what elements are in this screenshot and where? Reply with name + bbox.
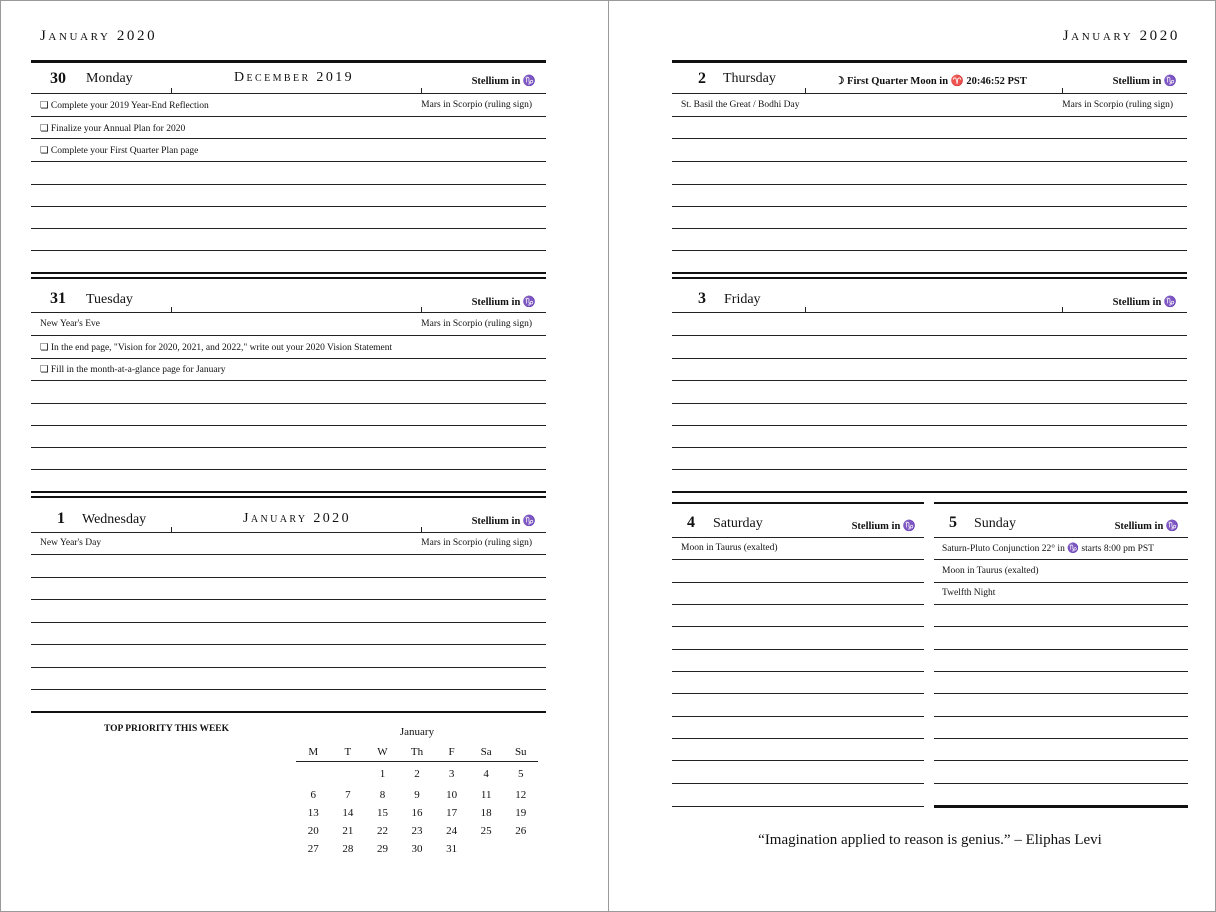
calendar-date[interactable]: 20 xyxy=(307,825,319,837)
calendar-date[interactable]: 22 xyxy=(376,825,388,837)
calendar-date[interactable]: 21 xyxy=(342,825,354,837)
calendar-date[interactable]: 25 xyxy=(480,825,492,837)
day-number: 4 xyxy=(687,514,695,531)
mars-note: Mars in Scorpio (ruling sign) xyxy=(1062,100,1173,110)
top-priority-label: TOP PRIORITY THIS WEEK xyxy=(104,724,230,734)
calendar-date[interactable]: 26 xyxy=(515,825,527,837)
calendar-date[interactable]: 15 xyxy=(376,807,388,819)
month-label: January 2020 xyxy=(243,511,351,526)
day-number: 3 xyxy=(698,290,706,307)
mars-note: Mars in Scorpio (ruling sign) xyxy=(421,100,532,110)
day-name: Wednesday xyxy=(82,512,147,527)
calendar-date[interactable]: 4 xyxy=(483,768,489,780)
task-item[interactable]: ❏ Fill in the month-at-a-glance page for January xyxy=(40,365,226,375)
weekday-label: Su xyxy=(514,746,527,758)
calendar-date[interactable]: 6 xyxy=(310,789,317,801)
day-section-4 xyxy=(672,502,924,808)
calendar-date[interactable]: 31 xyxy=(446,843,458,855)
moon-phase-note: ☽ First Quarter Moon in ♈ 20:46:52 PST xyxy=(835,76,1027,87)
day-name: Saturday xyxy=(713,516,763,531)
calendar-date[interactable]: 2 xyxy=(414,768,420,780)
task-item[interactable]: ❏ Complete your First Quarter Plan page xyxy=(40,146,199,156)
quote: “Imagination applied to reason is genius.” – Eliphas Levi xyxy=(758,832,1102,848)
task-item[interactable]: ❏ Complete your 2019 Year-End Reflection xyxy=(40,101,209,111)
day-section-5 xyxy=(934,502,1188,808)
stellium-note: Stellium in ♑ xyxy=(1114,521,1179,532)
weekday-label: Sa xyxy=(480,746,492,758)
calendar-date[interactable]: 12 xyxy=(515,789,527,801)
weekday-label: W xyxy=(377,746,388,758)
mini-calendar-week xyxy=(296,789,538,801)
day-note: Moon in Taurus (exalted) xyxy=(942,566,1039,576)
day-number: 1 xyxy=(57,510,65,527)
weekday-label: M xyxy=(308,746,319,758)
stellium-note: Stellium in ♑ xyxy=(1112,76,1177,87)
book-spine xyxy=(608,0,609,912)
day-note: Saturn-Pluto Conjunction 22° in ♑ starts 8:00 pm PST xyxy=(942,544,1154,554)
calendar-date[interactable]: 27 xyxy=(307,843,319,855)
mini-calendar-week xyxy=(296,768,538,780)
day-name: Friday xyxy=(724,292,761,307)
calendar-date[interactable] xyxy=(296,768,331,780)
weekday-label: F xyxy=(448,746,455,758)
calendar-date[interactable]: 11 xyxy=(480,789,492,801)
calendar-date[interactable] xyxy=(503,843,538,855)
calendar-date[interactable]: 10 xyxy=(446,789,458,801)
day-section-30 xyxy=(31,60,546,280)
calendar-date[interactable]: 24 xyxy=(446,825,458,837)
stellium-note: Stellium in ♑ xyxy=(471,297,536,308)
day-number: 30 xyxy=(50,70,66,87)
calendar-date[interactable]: 5 xyxy=(518,768,524,780)
calendar-date[interactable]: 19 xyxy=(515,807,527,819)
mini-calendar-week xyxy=(296,825,538,837)
day-number: 5 xyxy=(949,514,957,531)
calendar-date[interactable]: 29 xyxy=(376,843,388,855)
calendar-date[interactable] xyxy=(331,768,366,780)
stellium-note: Stellium in ♑ xyxy=(471,516,536,527)
day-name: Sunday xyxy=(974,516,1016,531)
day-section-31 xyxy=(31,280,546,498)
mini-calendar-week xyxy=(296,843,538,855)
month-label: December 2019 xyxy=(234,70,355,85)
day-note: New Year's Eve xyxy=(40,319,101,329)
calendar-date[interactable]: 13 xyxy=(307,807,319,819)
day-name: Thursday xyxy=(723,71,776,86)
day-section-3 xyxy=(672,280,1187,498)
day-section-2 xyxy=(672,60,1187,280)
day-name: Tuesday xyxy=(86,292,133,307)
mini-calendar xyxy=(296,726,538,855)
day-name: Monday xyxy=(86,71,133,86)
day-note: Twelfth Night xyxy=(942,588,996,598)
calendar-date[interactable]: 3 xyxy=(448,768,455,780)
day-number: 2 xyxy=(698,70,706,87)
stellium-note: Stellium in ♑ xyxy=(1112,297,1177,308)
calendar-date[interactable]: 28 xyxy=(342,843,354,855)
mars-note: Mars in Scorpio (ruling sign) xyxy=(421,319,532,329)
calendar-date[interactable] xyxy=(469,843,504,855)
day-note: New Year's Day xyxy=(40,538,102,548)
calendar-date[interactable]: 30 xyxy=(411,843,423,855)
calendar-date[interactable]: 8 xyxy=(379,789,386,801)
calendar-date[interactable]: 1 xyxy=(379,768,386,780)
calendar-date[interactable]: 18 xyxy=(480,807,492,819)
mars-note: Mars in Scorpio (ruling sign) xyxy=(421,538,532,548)
calendar-date[interactable]: 17 xyxy=(446,807,458,819)
weekday-label: T xyxy=(344,746,352,758)
task-item[interactable]: ❏ Finalize your Annual Plan for 2020 xyxy=(40,124,186,134)
mini-calendar-weekdays xyxy=(296,746,538,762)
calendar-date[interactable]: 14 xyxy=(342,807,354,819)
weekday-label: Th xyxy=(410,746,424,758)
calendar-date[interactable]: 23 xyxy=(411,825,423,837)
left-page-header: January 2020 xyxy=(40,28,158,44)
mini-calendar-week xyxy=(296,807,538,819)
mini-calendar-title: January xyxy=(399,726,435,738)
calendar-date[interactable]: 7 xyxy=(345,789,351,801)
day-section-1 xyxy=(31,498,546,716)
right-page-header: January 2020 xyxy=(1062,28,1180,44)
stellium-note: Stellium in ♑ xyxy=(851,521,916,532)
day-number: 31 xyxy=(50,290,66,307)
calendar-date[interactable]: 16 xyxy=(411,807,423,819)
day-note: Moon in Taurus (exalted) xyxy=(681,543,778,553)
task-item[interactable]: ❏ In the end page, "Vision for 2020, 2021, and 2022," write out your 2020 Vision Statement xyxy=(40,343,393,353)
stellium-note: Stellium in ♑ xyxy=(471,76,536,87)
day-note: St. Basil the Great / Bodhi Day xyxy=(681,100,800,110)
calendar-date[interactable]: 9 xyxy=(414,789,420,801)
